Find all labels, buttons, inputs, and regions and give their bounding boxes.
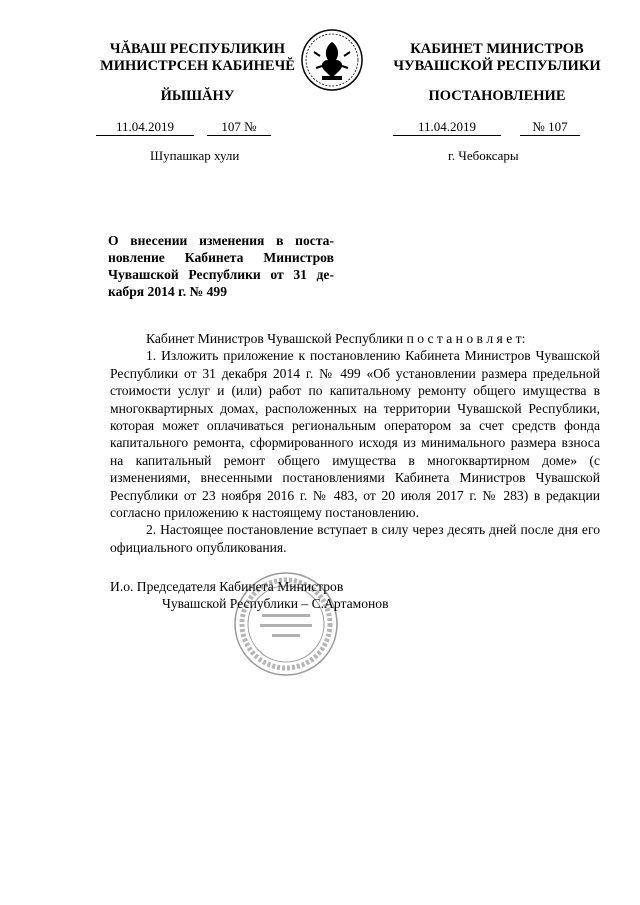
left-doc-type: ЙЫШĂНУ [160, 88, 235, 104]
document-body [110, 330, 600, 556]
title-line4: кабря 2014 г. № 499 [108, 284, 228, 299]
signature-block [110, 578, 389, 612]
left-org-name [90, 41, 305, 75]
right-doc-type: ПОСТАНОВЛЕНИЕ [428, 88, 566, 104]
title-line2: новление Кабинета Министров [108, 250, 334, 265]
left-org-line1: ЧĂВАШ РЕСПУБЛИКИН [109, 41, 286, 57]
right-city: г. Чебоксары [448, 148, 519, 163]
signature-line1: И.о. Председателя Кабинета Министров [110, 579, 344, 594]
chuvash-coat-of-arms-icon [300, 28, 364, 92]
right-org-line1: КАБИНЕТ МИНИСТРОВ [410, 41, 584, 57]
left-city: Шупашкар хули [150, 148, 240, 163]
left-org-line2: МИНИСТРСЕН КАБИНЕЧĔ [100, 58, 295, 74]
right-org-name [382, 41, 612, 75]
paragraph-2: 2. Настоящее постановление вступает в силу через десять дней после дня его официального опубликования. [110, 522, 600, 555]
right-number: № 107 [520, 119, 580, 136]
document-title [108, 232, 334, 300]
left-number: 107 № [207, 119, 271, 136]
left-date: 11.04.2019 [96, 119, 194, 136]
title-line3: Чувашской Республики от 31 де- [108, 267, 334, 282]
title-line1: О внесении изменения в поста- [108, 233, 334, 248]
right-date: 11.04.2019 [393, 119, 501, 136]
signature-line2: Чувашской Республики – С.Артамонов [162, 596, 389, 611]
intro-paragraph: Кабинет Министров Чувашской Республики п о с т а н о в л я е т: [146, 331, 526, 346]
paragraph-1: 1. Изложить приложение к постановлению Кабинета Министров Чувашской Республики от 31 декабря 2014 г. № 499 «Об установлении размера предельной стоимости услуг и (или) работ по капитальному ремонту общего имущества в многоквартирных домах, расположенных на территории Чувашской Республики, которая может оплачиваться региональным оператором за счет средств фонда капитального ремонта, сформированного исходя из минимального размера взноса на капитальный ремонт общего имущества в многоквартирном доме» (с изменениями, внесенными постановлениями Кабинета Министров Чувашской Республики от 23 ноября 2016 г. № 483, от 20 июля 2017 г. № 283) в редакции согласно приложению к настоящему постановлению. [110, 348, 600, 521]
right-org-line2: ЧУВАШСКОЙ РЕСПУБЛИКИ [393, 58, 601, 74]
